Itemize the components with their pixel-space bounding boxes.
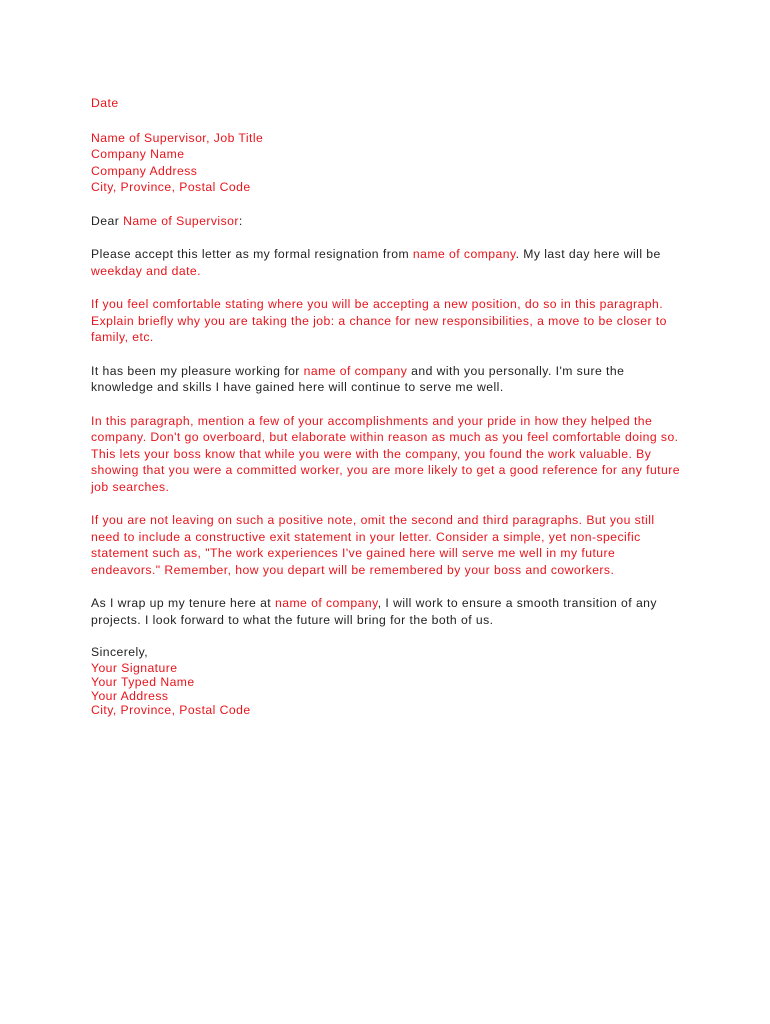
p2-line: If you feel comfortable stating where you will be accepting a new position, do so in this paragraph. — [91, 297, 664, 311]
p5-line: endeavors." Remember, how you depart will be remembered by your boss and coworkers. — [91, 562, 615, 577]
recipient-name-title: Name of Supervisor, Job Title — [91, 130, 264, 145]
p5-line: statement such as, "The work experiences I've gained here will serve me well in my future — [91, 546, 616, 560]
closing-signature: Your Signature — [91, 660, 178, 675]
resignation-letter — [91, 95, 691, 717]
salutation-suffix: : — [238, 213, 243, 228]
paragraph-2 — [91, 296, 691, 346]
p5-line: If you are not leaving on such a positive note, omit the second and third paragraphs. But you still — [91, 513, 655, 527]
p6-line-2: projects. I look forward to what the future will bring for the both of us. — [91, 612, 494, 627]
p3-text-b: and with you personally. I'm sure the — [407, 363, 625, 378]
closing-city: City, Province, Postal Code — [91, 702, 251, 717]
p1-date: weekday and date — [91, 263, 198, 278]
p1-text-b: . My last day here will be — [515, 247, 661, 261]
valediction: Sincerely, — [91, 645, 149, 659]
p4-line: job searches. — [91, 479, 170, 494]
p4-line: This lets your boss know that while you were with the company, you found the work valuable. By — [91, 446, 652, 461]
closing-typed-name: Your Typed Name — [91, 674, 195, 689]
p6-text-a: As I wrap up my tenure here at — [91, 596, 275, 610]
paragraph-4 — [91, 413, 691, 496]
p4-line: company. Don't go overboard, but elaborate within reason as much as you feel comfortable doing so. — [91, 430, 679, 444]
paragraph-3 — [91, 363, 691, 396]
salutation — [91, 213, 691, 230]
recipient-company: Company Name — [91, 147, 185, 161]
p4-line: In this paragraph, mention a few of your accomplishments and your pride in how they helped the — [91, 413, 653, 428]
recipient-block — [91, 130, 691, 196]
paragraph-6 — [91, 595, 691, 628]
closing-block — [91, 644, 691, 717]
p1-text-a: Please accept this letter as my formal resignation from — [91, 247, 413, 261]
p2-line: family, etc. — [91, 330, 154, 344]
recipient-city: City, Province, Postal Code — [91, 180, 251, 194]
p5-line: need to include a constructive exit statement in your letter. Consider a simple, yet non-specific — [91, 529, 641, 544]
p3-company: name of company — [303, 363, 408, 378]
date-line: Date — [91, 96, 119, 110]
p2-line: Explain briefly why you are taking the job: a chance for new responsibilities, a move to be closer to — [91, 313, 667, 328]
recipient-address: Company Address — [91, 163, 198, 178]
closing-address: Your Address — [91, 688, 169, 703]
paragraph-5 — [91, 512, 691, 578]
p3-text-a: It has been my pleasure working for — [91, 363, 304, 378]
p6-company: name of company — [274, 596, 378, 610]
p1-company: name of company — [412, 247, 516, 261]
salutation-prefix: Dear — [91, 213, 124, 228]
paragraph-1 — [91, 246, 691, 279]
p3-line-2: knowledge and skills I have gained here will continue to serve me well. — [91, 380, 504, 394]
p6-text-b: , I will work to ensure a smooth transition of any — [377, 596, 657, 610]
p4-line: showing that you were a committed worker, you are more likely to get a good reference for any future — [91, 463, 680, 477]
salutation-name: Name of Supervisor — [123, 213, 239, 228]
p1-date-end: . — [197, 263, 201, 278]
